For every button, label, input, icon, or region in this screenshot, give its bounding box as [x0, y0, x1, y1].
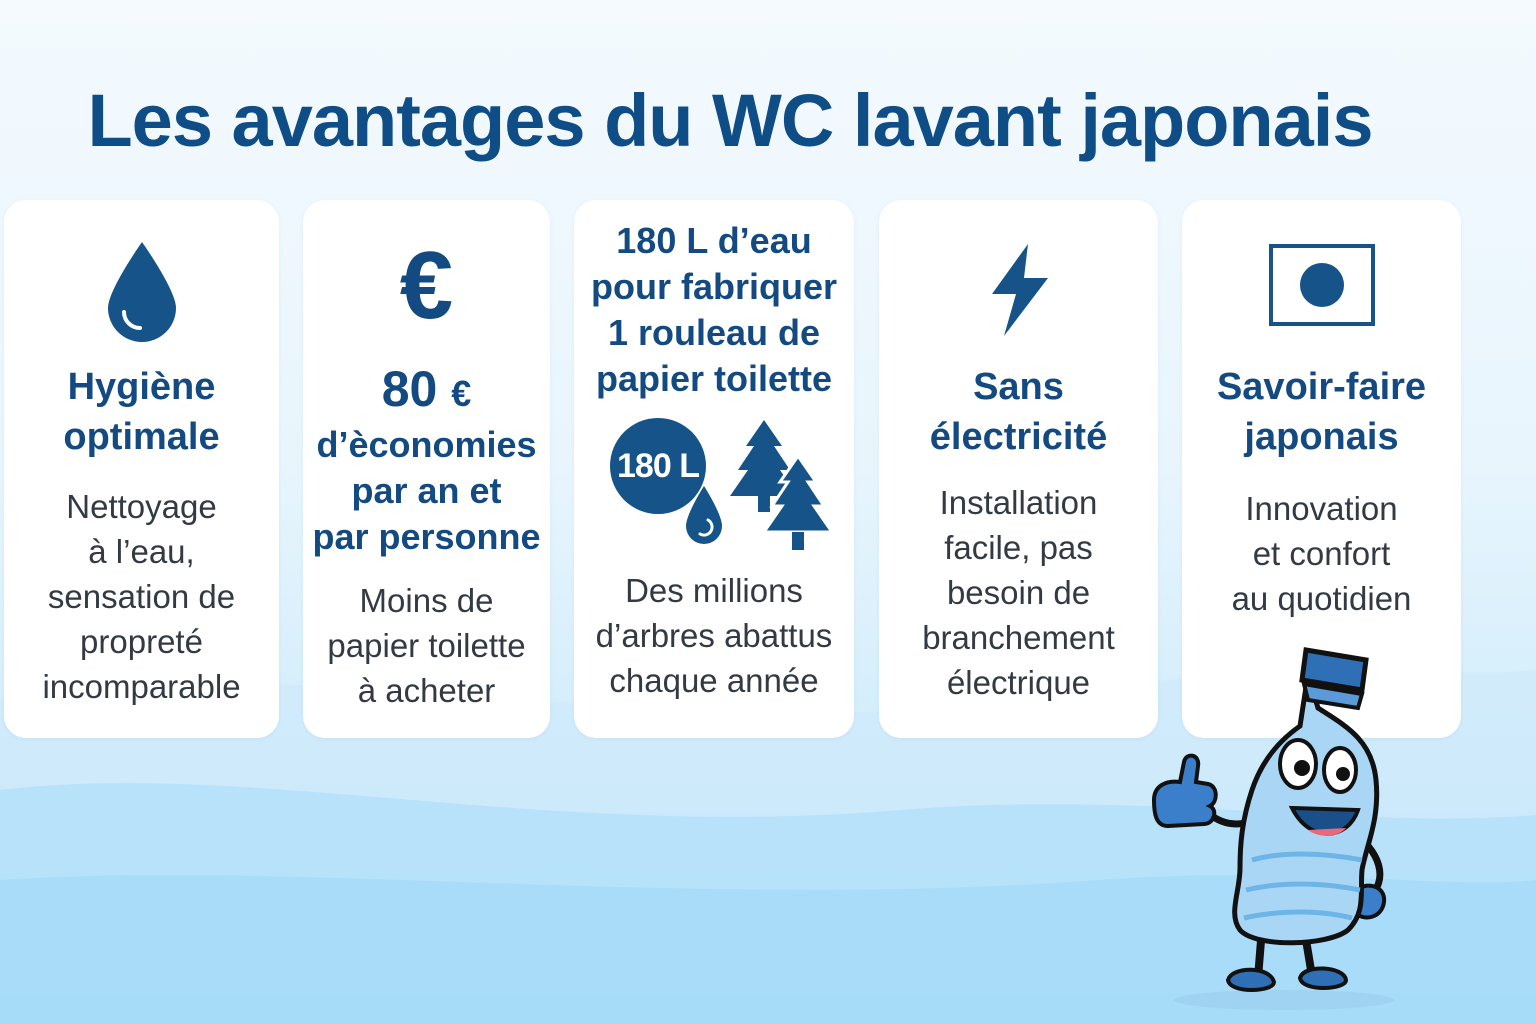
savings-amount: [303, 360, 550, 423]
card-heading-line: japonais: [1244, 416, 1399, 458]
card-description-line: propreté: [80, 623, 203, 660]
card-description-line: incomparable: [42, 668, 241, 705]
card-no-electricity: [879, 200, 1158, 738]
water-volume-badge: 180 L: [610, 418, 706, 514]
card-description-line: Innovation: [1245, 490, 1398, 527]
lightning-bolt-icon: [984, 242, 1054, 338]
card-heading-line: par personne: [312, 516, 541, 557]
card-description-line: facile, pas: [944, 529, 1093, 566]
card-heading-line: optimale: [63, 416, 220, 458]
card-description-line: à acheter: [357, 672, 496, 709]
water-bottle-mascot: [1140, 630, 1440, 1020]
card-description-line: Moins de: [359, 582, 494, 619]
card-heading-line: d’èconomies: [316, 424, 537, 465]
card-heading-line: papier toilette: [595, 358, 833, 399]
card-description-line: électrique: [946, 664, 1091, 701]
savings-currency: €: [451, 373, 472, 414]
card-description-line: au quotidien: [1231, 580, 1412, 617]
card-description-line: et confort: [1252, 535, 1391, 572]
euro-icon: €: [399, 232, 454, 339]
card-heading-line: 1 rouleau de: [607, 312, 821, 353]
savings-amount-value: 80: [381, 361, 438, 417]
tree-icon: [724, 416, 836, 552]
card-description-line: branchement: [922, 619, 1115, 656]
card-heading-line: pour fabriquer: [590, 266, 837, 307]
card-heading-line: Savoir-faire: [1216, 366, 1427, 408]
card-description-line: papier toilette: [327, 627, 526, 664]
card-description-line: Des millions: [625, 572, 803, 609]
card-paper-water: [574, 200, 854, 738]
card-heading-line: par an et: [351, 470, 502, 511]
page-title: Les avantages du WC lavant japonais: [87, 79, 1373, 162]
card-description-line: d’arbres abattus: [595, 617, 833, 654]
card-description-line: Nettoyage: [66, 488, 217, 525]
card-description-line: à l’eau,: [88, 533, 195, 570]
card-description-line: besoin de: [946, 574, 1091, 611]
card-description-line: sensation de: [47, 578, 236, 615]
card-heading-line: 180 L d’eau: [616, 220, 812, 261]
card-hygiene: [4, 200, 279, 738]
water-drop-icon: [106, 240, 178, 344]
card-description-line: chaque année: [609, 662, 819, 699]
card-heading-line: électricité: [929, 416, 1108, 458]
water-drop-icon: [684, 484, 724, 548]
japan-flag-icon: [1269, 244, 1375, 326]
card-description-line: Installation: [939, 484, 1098, 521]
card-heading-line: Sans: [973, 366, 1064, 408]
card-savings: [303, 200, 550, 738]
card-heading-line: Hygiène: [67, 366, 216, 408]
